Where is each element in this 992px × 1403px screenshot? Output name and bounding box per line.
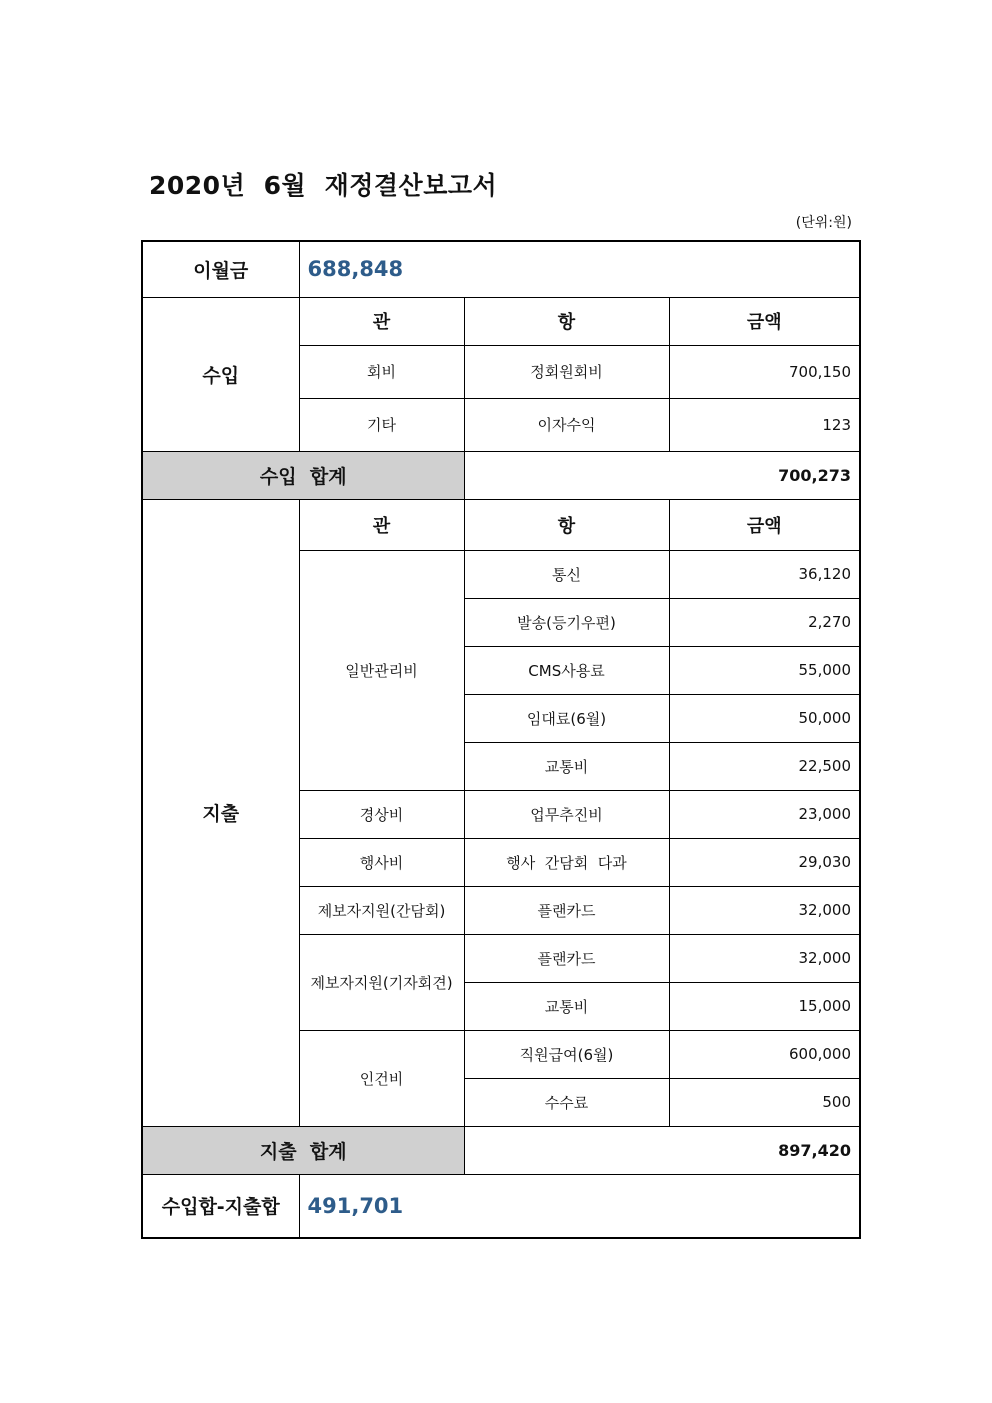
expense-gwan: 경상비 [299,790,464,838]
expense-amount: 55,000 [669,646,860,694]
income-hang: 정회원회비 [464,345,669,398]
expense-total-value: 897,420 [464,1126,860,1174]
header-gwan: 관 [299,499,464,550]
income-hang: 이자수익 [464,398,669,451]
expense-amount: 2,270 [669,598,860,646]
expense-gwan: 제보자지원(간담회) [299,886,464,934]
expense-hang: 업무추진비 [464,790,669,838]
expense-amount: 29,030 [669,838,860,886]
expense-hang: 수수료 [464,1078,669,1126]
balance-label: 수입합-지출합 [142,1174,299,1238]
carryover-row [142,241,860,297]
carryover-value: 688,848 [299,241,860,297]
expense-gwan: 일반관리비 [299,550,464,790]
carryover-label: 이월금 [142,241,299,297]
expense-hang: 플랜카드 [464,886,669,934]
expense-total-label: 지출 합계 [142,1126,464,1174]
expense-amount: 500 [669,1078,860,1126]
expense-hang: CMS사용료 [464,646,669,694]
expense-gwan: 제보자지원(기자회견) [299,934,464,1030]
balance-value: 491,701 [299,1174,860,1238]
income-amount: 700,150 [669,345,860,398]
header-gwan: 관 [299,297,464,345]
expense-hang: 행사 간담회 다과 [464,838,669,886]
expense-amount: 32,000 [669,934,860,982]
income-header-row [142,297,860,345]
expense-amount: 600,000 [669,1030,860,1078]
income-total-label: 수입 합계 [142,451,464,499]
header-amount: 금액 [669,297,860,345]
header-hang: 항 [464,499,669,550]
expense-amount: 36,120 [669,550,860,598]
expense-hang: 교통비 [464,742,669,790]
page-title: 2020년 6월 재정결산보고서 [149,171,498,200]
expense-total-row [142,1126,860,1174]
expense-hang: 임대료(6월) [464,694,669,742]
expense-hang: 플랜카드 [464,934,669,982]
expense-hang: 교통비 [464,982,669,1030]
income-total-row [142,451,860,499]
income-total-value: 700,273 [464,451,860,499]
expense-amount: 22,500 [669,742,860,790]
income-gwan: 기타 [299,398,464,451]
expense-gwan: 인건비 [299,1030,464,1126]
header-hang: 항 [464,297,669,345]
unit-note: (단위:원) [795,215,852,231]
income-amount: 123 [669,398,860,451]
income-gwan: 회비 [299,345,464,398]
expense-amount: 15,000 [669,982,860,1030]
expense-header-row [142,499,860,550]
expense-gwan: 행사비 [299,838,464,886]
expense-amount: 23,000 [669,790,860,838]
header-amount: 금액 [669,499,860,550]
expense-hang: 통신 [464,550,669,598]
balance-row [142,1174,860,1238]
expense-hang: 발송(등기우편) [464,598,669,646]
expense-hang: 직원급여(6월) [464,1030,669,1078]
expense-amount: 50,000 [669,694,860,742]
finance-report-table [141,240,861,1239]
expense-label: 지출 [142,499,299,1126]
income-label: 수입 [142,297,299,451]
expense-amount: 32,000 [669,886,860,934]
